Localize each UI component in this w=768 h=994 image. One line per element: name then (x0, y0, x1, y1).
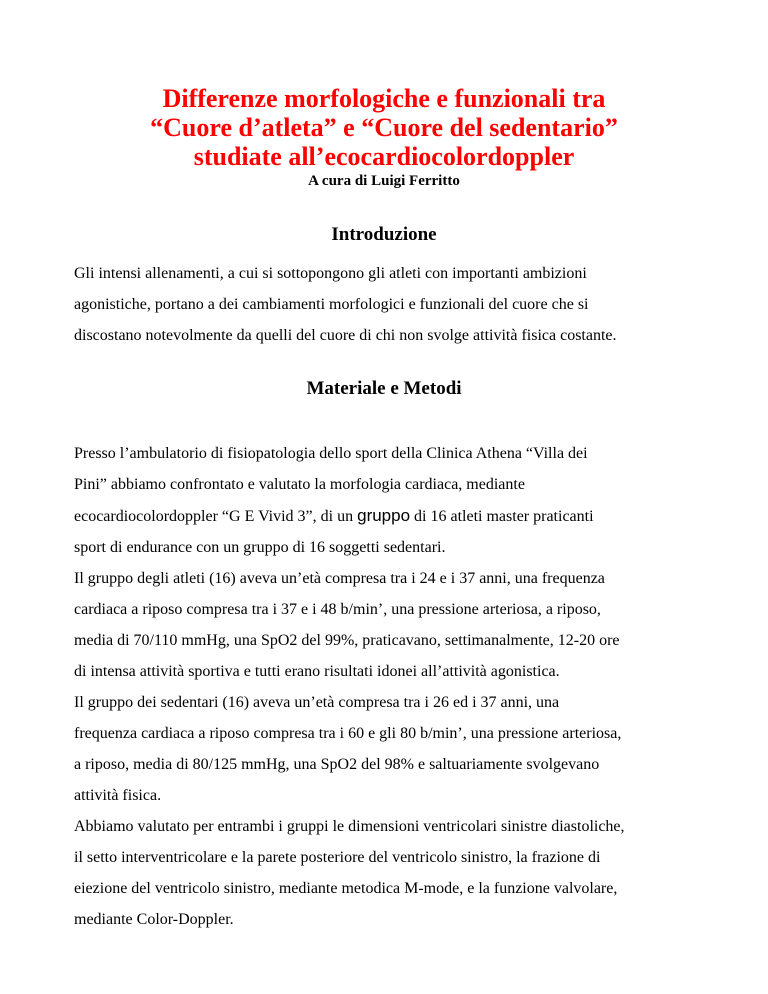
text-line: Abbiamo valutato per entrambi i gruppi le dimensioni ventricolari sinistre diastoliche, (74, 818, 625, 835)
title-line-2: “Cuore d’atleta” e “Cuore del sedentario” (150, 113, 618, 142)
text-line: agonistiche, portano a dei cambiamenti morfologici e funzionali del cuore che si (74, 296, 589, 313)
methods-heading: Materiale e Metodi (306, 378, 462, 399)
text-line: Il gruppo dei sedentari (16) aveva un’età compresa tra i 26 ed i 37 anni, una (74, 694, 560, 711)
text-line: sport di endurance con un gruppo di 16 soggetti sedentari. (74, 539, 446, 556)
text-line (74, 500, 714, 532)
text-line: Presso l’ambulatorio di fisiopatologia dello sport della Clinica Athena “Villa dei (74, 445, 588, 462)
author-line: A cura di Luigi Ferritto (308, 173, 460, 189)
text-line: mediante Color-Doppler. (74, 911, 234, 928)
text-line: discostano notevolmente da quelli del cuore di chi non svolge attività fisica costante. (74, 327, 617, 344)
title-line-3: studiate all’ecocardiocolordoppler (193, 142, 575, 171)
text-line: eiezione del ventricolo sinistro, mediante metodica M-mode, e la funzione valvolare, (74, 880, 618, 897)
introduction-paragraph (74, 258, 714, 351)
text-line: a riposo, media di 80/125 mmHg, una SpO2 del 98% e saltuariamente svolgevano (74, 756, 600, 773)
document-title (0, 84, 768, 171)
text-segment: di 16 atleti master praticanti (410, 508, 594, 525)
text-segment: ecocardiocolordoppler “G E Vivid 3”, di un (74, 508, 358, 525)
text-line: di intensa attività sportiva e tutti erano risultati idonei all’attività agonistica. (74, 663, 560, 680)
title-line-1: Differenze morfologiche e funzionali tra (162, 84, 606, 113)
text-line: il setto interventricolare e la parete posteriore del ventricolo sinistro, la frazione di (74, 849, 601, 866)
text-segment-sans: gruppo (357, 506, 411, 525)
text-line: attività fisica. (74, 787, 162, 804)
methods-paragraph (74, 438, 714, 935)
text-line: Gli intensi allenamenti, a cui si sottopongono gli atleti con importanti ambizioni (74, 265, 587, 282)
text-line: Il gruppo degli atleti (16) aveva un’età compresa tra i 24 e i 37 anni, una frequenza (74, 570, 605, 587)
text-line: media di 70/110 mmHg, una SpO2 del 99%, praticavano, settimanalmente, 12-20 ore (74, 632, 620, 649)
text-line: cardiaca a riposo compresa tra i 37 e i 48 b/min’, una pressione arteriosa, a riposo, (74, 601, 601, 618)
text-line: frequenza cardiaca a riposo compresa tra i 60 e gli 80 b/min’, una pressione arteriosa, (74, 725, 622, 742)
introduction-heading: Introduzione (331, 224, 437, 245)
text-line: Pini” abbiamo confrontato e valutato la morfologia cardiaca, mediante (74, 476, 525, 493)
